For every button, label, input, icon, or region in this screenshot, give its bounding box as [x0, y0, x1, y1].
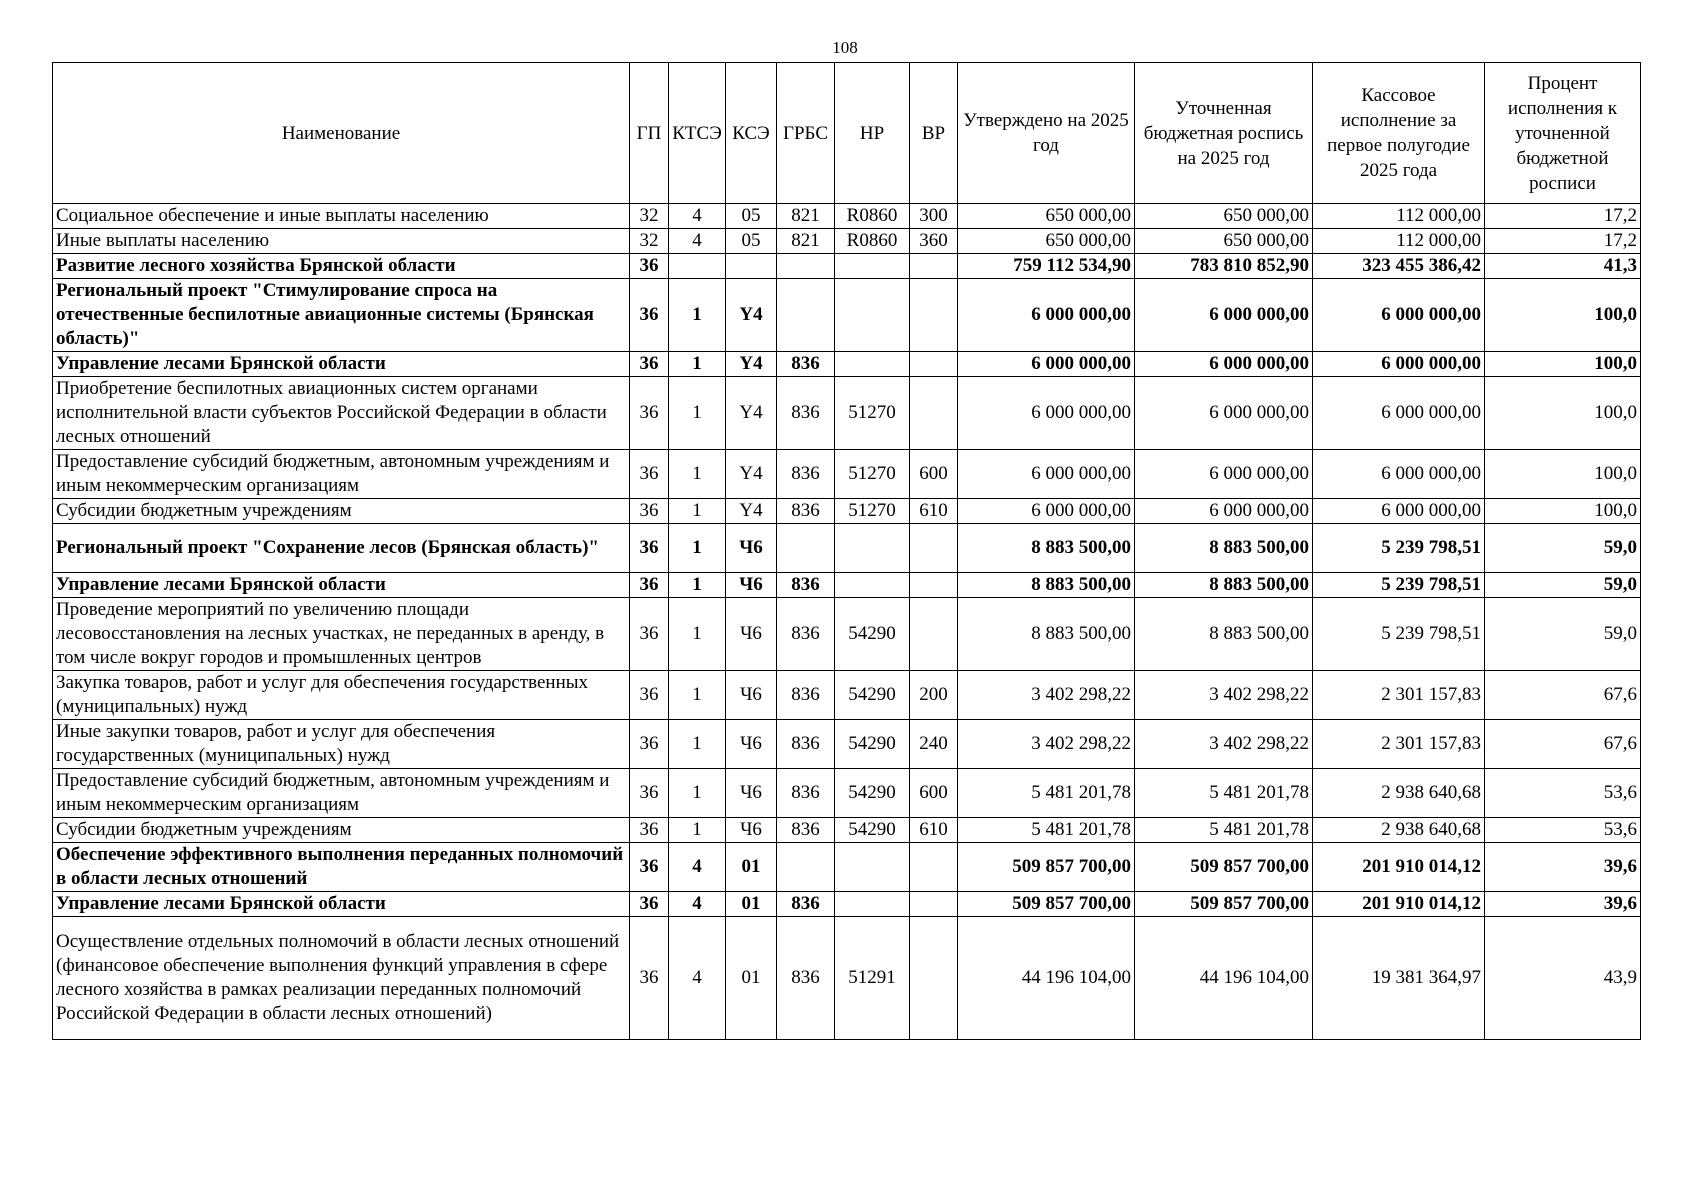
cell-kse: Y4 [726, 499, 777, 524]
cell-percent: 100,0 [1485, 352, 1641, 377]
cell-gp: 36 [630, 843, 669, 892]
cell-gp: 36 [630, 450, 669, 499]
cell-kse: 05 [726, 204, 777, 229]
cell-name: Осуществление отдельных полномочий в области лесных отношений (финансовое обеспечение выполнения функций управления в сфере лесного хозяйства в рамках реализации переданных полномочий Российской Федерации в области лесных отношений) [53, 917, 630, 1040]
cell-grbs: 836 [777, 892, 835, 917]
cell-grbs: 836 [777, 352, 835, 377]
table-row [53, 892, 1641, 917]
cell-percent: 100,0 [1485, 279, 1641, 352]
cell-grbs: 836 [777, 769, 835, 818]
cell-grbs [777, 254, 835, 279]
cell-cash-execution: 2 938 640,68 [1313, 769, 1485, 818]
cell-approved: 759 112 534,90 [958, 254, 1135, 279]
cell-ktse: 1 [669, 352, 726, 377]
table-row [53, 720, 1641, 769]
cell-name: Иные закупки товаров, работ и услуг для обеспечения государственных (муниципальных) нужд [53, 720, 630, 769]
cell-gp: 36 [630, 279, 669, 352]
cell-approved: 8 883 500,00 [958, 573, 1135, 598]
table-row [53, 524, 1641, 573]
cell-kse [726, 254, 777, 279]
cell-name: Предоставление субсидий бюджетным, автономным учреждениям и иным некоммерческим организациям [53, 769, 630, 818]
cell-kse: Ч6 [726, 598, 777, 671]
cell-vr: 300 [910, 204, 958, 229]
cell-refined: 6 000 000,00 [1135, 377, 1313, 450]
cell-kse: Y4 [726, 377, 777, 450]
cell-cash-execution: 201 910 014,12 [1313, 843, 1485, 892]
cell-name: Предоставление субсидий бюджетным, автономным учреждениям и иным некоммерческим организациям [53, 450, 630, 499]
cell-kse: Ч6 [726, 818, 777, 843]
cell-ktse: 1 [669, 769, 726, 818]
cell-vr [910, 892, 958, 917]
cell-nr [835, 573, 910, 598]
cell-gp: 36 [630, 524, 669, 573]
cell-gp: 36 [630, 671, 669, 720]
cell-ktse: 4 [669, 204, 726, 229]
header-refined: Уточненная бюджетная роспись на 2025 год [1135, 63, 1313, 204]
cell-cash-execution: 2 301 157,83 [1313, 671, 1485, 720]
cell-ktse: 1 [669, 524, 726, 573]
cell-vr: 600 [910, 450, 958, 499]
cell-refined: 650 000,00 [1135, 204, 1313, 229]
cell-ktse: 1 [669, 818, 726, 843]
table-row [53, 499, 1641, 524]
cell-gp: 36 [630, 818, 669, 843]
cell-cash-execution: 6 000 000,00 [1313, 499, 1485, 524]
cell-cash-execution: 5 239 798,51 [1313, 598, 1485, 671]
cell-percent: 39,6 [1485, 843, 1641, 892]
cell-cash-execution: 2 938 640,68 [1313, 818, 1485, 843]
cell-cash-execution: 201 910 014,12 [1313, 892, 1485, 917]
cell-approved: 509 857 700,00 [958, 843, 1135, 892]
cell-approved: 6 000 000,00 [958, 499, 1135, 524]
header-approved: Утверждено на 2025 год [958, 63, 1135, 204]
cell-grbs [777, 524, 835, 573]
cell-ktse: 1 [669, 279, 726, 352]
cell-name: Управление лесами Брянской области [53, 573, 630, 598]
header-name: Наименование [53, 63, 630, 204]
cell-vr: 610 [910, 818, 958, 843]
cell-cash-execution: 6 000 000,00 [1313, 377, 1485, 450]
cell-percent: 100,0 [1485, 450, 1641, 499]
cell-grbs [777, 279, 835, 352]
cell-vr [910, 352, 958, 377]
cell-name: Региональный проект "Сохранение лесов (Брянская область)" [53, 524, 630, 573]
cell-grbs: 821 [777, 204, 835, 229]
cell-approved: 44 196 104,00 [958, 917, 1135, 1040]
cell-cash-execution: 19 381 364,97 [1313, 917, 1485, 1040]
cell-ktse: 1 [669, 377, 726, 450]
cell-kse: 01 [726, 917, 777, 1040]
cell-refined: 6 000 000,00 [1135, 450, 1313, 499]
page-number: 108 [832, 38, 858, 57]
cell-nr: 51270 [835, 450, 910, 499]
cell-approved: 8 883 500,00 [958, 598, 1135, 671]
table-row [53, 917, 1641, 1040]
cell-vr: 360 [910, 229, 958, 254]
cell-name: Социальное обеспечение и иные выплаты населению [53, 204, 630, 229]
cell-grbs: 836 [777, 917, 835, 1040]
cell-approved: 3 402 298,22 [958, 671, 1135, 720]
cell-ktse [669, 254, 726, 279]
table-row [53, 377, 1641, 450]
table-row [53, 671, 1641, 720]
cell-kse: Ч6 [726, 671, 777, 720]
table-row [53, 573, 1641, 598]
cell-vr [910, 254, 958, 279]
cell-grbs: 836 [777, 377, 835, 450]
cell-ktse: 1 [669, 671, 726, 720]
cell-refined: 3 402 298,22 [1135, 720, 1313, 769]
cell-gp: 32 [630, 204, 669, 229]
cell-refined: 509 857 700,00 [1135, 892, 1313, 917]
cell-approved: 5 481 201,78 [958, 818, 1135, 843]
cell-cash-execution: 2 301 157,83 [1313, 720, 1485, 769]
cell-approved: 8 883 500,00 [958, 524, 1135, 573]
cell-approved: 3 402 298,22 [958, 720, 1135, 769]
cell-kse: Ч6 [726, 524, 777, 573]
cell-grbs: 836 [777, 671, 835, 720]
cell-nr: 54290 [835, 671, 910, 720]
cell-nr [835, 843, 910, 892]
cell-refined: 6 000 000,00 [1135, 352, 1313, 377]
cell-name: Обеспечение эффективного выполнения переданных полномочий в области лесных отношений [53, 843, 630, 892]
cell-name: Региональный проект "Стимулирование спроса на отечественные беспилотные авиационные системы (Брянская область)" [53, 279, 630, 352]
cell-refined: 8 883 500,00 [1135, 524, 1313, 573]
cell-percent: 53,6 [1485, 818, 1641, 843]
cell-vr: 600 [910, 769, 958, 818]
cell-vr: 240 [910, 720, 958, 769]
cell-refined: 509 857 700,00 [1135, 843, 1313, 892]
cell-grbs [777, 843, 835, 892]
cell-ktse: 1 [669, 598, 726, 671]
cell-cash-execution: 6 000 000,00 [1313, 279, 1485, 352]
cell-name: Иные выплаты населению [53, 229, 630, 254]
cell-nr [835, 892, 910, 917]
cell-vr [910, 524, 958, 573]
cell-percent: 39,6 [1485, 892, 1641, 917]
cell-percent: 59,0 [1485, 573, 1641, 598]
cell-kse: 01 [726, 892, 777, 917]
cell-ktse: 4 [669, 892, 726, 917]
cell-refined: 6 000 000,00 [1135, 279, 1313, 352]
cell-gp: 36 [630, 352, 669, 377]
cell-percent: 41,3 [1485, 254, 1641, 279]
budget-execution-table [52, 62, 1641, 1040]
table-row [53, 279, 1641, 352]
cell-refined: 3 402 298,22 [1135, 671, 1313, 720]
cell-approved: 6 000 000,00 [958, 450, 1135, 499]
cell-nr: R0860 [835, 204, 910, 229]
cell-ktse: 1 [669, 499, 726, 524]
cell-percent: 17,2 [1485, 229, 1641, 254]
cell-gp: 36 [630, 892, 669, 917]
cell-approved: 5 481 201,78 [958, 769, 1135, 818]
cell-name: Субсидии бюджетным учреждениям [53, 818, 630, 843]
cell-grbs: 836 [777, 450, 835, 499]
cell-cash-execution: 6 000 000,00 [1313, 352, 1485, 377]
cell-gp: 36 [630, 254, 669, 279]
cell-refined: 5 481 201,78 [1135, 818, 1313, 843]
cell-grbs: 836 [777, 818, 835, 843]
cell-ktse: 1 [669, 450, 726, 499]
cell-gp: 36 [630, 598, 669, 671]
cell-kse: Ч6 [726, 769, 777, 818]
table-row [53, 254, 1641, 279]
cell-percent: 53,6 [1485, 769, 1641, 818]
cell-cash-execution: 5 239 798,51 [1313, 524, 1485, 573]
cell-cash-execution: 112 000,00 [1313, 229, 1485, 254]
cell-name: Проведение мероприятий по увеличению площади лесовосстановления на лесных участках, не переданных в аренду, в том числе вокруг городов и промышленных центров [53, 598, 630, 671]
cell-approved: 650 000,00 [958, 229, 1135, 254]
table-row [53, 843, 1641, 892]
table-row [53, 352, 1641, 377]
header-ktse: КТСЭ [669, 63, 726, 204]
cell-cash-execution: 112 000,00 [1313, 204, 1485, 229]
cell-kse: Y4 [726, 352, 777, 377]
cell-refined: 8 883 500,00 [1135, 598, 1313, 671]
cell-refined: 6 000 000,00 [1135, 499, 1313, 524]
cell-kse: Y4 [726, 279, 777, 352]
cell-gp: 36 [630, 499, 669, 524]
header-nr: НР [835, 63, 910, 204]
cell-vr [910, 598, 958, 671]
cell-ktse: 4 [669, 229, 726, 254]
header-kse: КСЭ [726, 63, 777, 204]
cell-name: Приобретение беспилотных авиационных систем органами исполнительной власти субъектов Российской Федерации в области лесных отношений [53, 377, 630, 450]
cell-vr: 610 [910, 499, 958, 524]
cell-gp: 36 [630, 917, 669, 1040]
cell-name: Развитие лесного хозяйства Брянской области [53, 254, 630, 279]
cell-kse: 01 [726, 843, 777, 892]
cell-cash-execution: 5 239 798,51 [1313, 573, 1485, 598]
cell-name: Управление лесами Брянской области [53, 352, 630, 377]
cell-vr [910, 377, 958, 450]
cell-nr: 54290 [835, 598, 910, 671]
header-gp: ГП [630, 63, 669, 204]
cell-vr: 200 [910, 671, 958, 720]
cell-grbs: 836 [777, 720, 835, 769]
cell-ktse: 4 [669, 843, 726, 892]
cell-nr: 54290 [835, 720, 910, 769]
table-row [53, 229, 1641, 254]
cell-gp: 36 [630, 377, 669, 450]
table-row [53, 204, 1641, 229]
cell-nr: R0860 [835, 229, 910, 254]
cell-vr [910, 279, 958, 352]
header-percent: Процент исполнения к уточненной бюджетной росписи [1485, 63, 1641, 204]
cell-refined: 8 883 500,00 [1135, 573, 1313, 598]
cell-gp: 36 [630, 769, 669, 818]
cell-gp: 36 [630, 573, 669, 598]
cell-percent: 100,0 [1485, 499, 1641, 524]
cell-name: Управление лесами Брянской области [53, 892, 630, 917]
cell-approved: 6 000 000,00 [958, 377, 1135, 450]
cell-nr: 54290 [835, 769, 910, 818]
cell-percent: 67,6 [1485, 720, 1641, 769]
cell-cash-execution: 6 000 000,00 [1313, 450, 1485, 499]
header-grbs: ГРБС [777, 63, 835, 204]
cell-nr [835, 279, 910, 352]
cell-gp: 36 [630, 720, 669, 769]
cell-gp: 32 [630, 229, 669, 254]
cell-percent: 43,9 [1485, 917, 1641, 1040]
cell-ktse: 1 [669, 720, 726, 769]
cell-name: Субсидии бюджетным учреждениям [53, 499, 630, 524]
cell-percent: 67,6 [1485, 671, 1641, 720]
cell-approved: 650 000,00 [958, 204, 1135, 229]
cell-percent: 100,0 [1485, 377, 1641, 450]
table-row [53, 450, 1641, 499]
cell-kse: Ч6 [726, 720, 777, 769]
cell-refined: 5 481 201,78 [1135, 769, 1313, 818]
cell-nr: 54290 [835, 818, 910, 843]
cell-kse: 05 [726, 229, 777, 254]
cell-refined: 44 196 104,00 [1135, 917, 1313, 1040]
cell-approved: 6 000 000,00 [958, 352, 1135, 377]
cell-ktse: 4 [669, 917, 726, 1040]
cell-nr: 51270 [835, 499, 910, 524]
cell-percent: 59,0 [1485, 598, 1641, 671]
cell-name: Закупка товаров, работ и услуг для обеспечения государственных (муниципальных) нужд [53, 671, 630, 720]
cell-grbs: 836 [777, 499, 835, 524]
cell-approved: 509 857 700,00 [958, 892, 1135, 917]
cell-percent: 17,2 [1485, 204, 1641, 229]
cell-grbs: 821 [777, 229, 835, 254]
cell-nr [835, 352, 910, 377]
cell-cash-execution: 323 455 386,42 [1313, 254, 1485, 279]
cell-vr [910, 573, 958, 598]
cell-kse: Y4 [726, 450, 777, 499]
cell-kse: Ч6 [726, 573, 777, 598]
cell-vr [910, 843, 958, 892]
cell-vr [910, 917, 958, 1040]
cell-percent: 59,0 [1485, 524, 1641, 573]
cell-refined: 783 810 852,90 [1135, 254, 1313, 279]
table-row [53, 818, 1641, 843]
table-row [53, 769, 1641, 818]
table-header-row [53, 63, 1641, 204]
cell-grbs: 836 [777, 598, 835, 671]
cell-nr: 51291 [835, 917, 910, 1040]
cell-grbs: 836 [777, 573, 835, 598]
cell-ktse: 1 [669, 573, 726, 598]
cell-nr: 51270 [835, 377, 910, 450]
header-vr: ВР [910, 63, 958, 204]
cell-approved: 6 000 000,00 [958, 279, 1135, 352]
header-cash-execution: Кассовое исполнение за первое полугодие 2025 года [1313, 63, 1485, 204]
cell-nr [835, 524, 910, 573]
cell-nr [835, 254, 910, 279]
table-row [53, 598, 1641, 671]
cell-refined: 650 000,00 [1135, 229, 1313, 254]
